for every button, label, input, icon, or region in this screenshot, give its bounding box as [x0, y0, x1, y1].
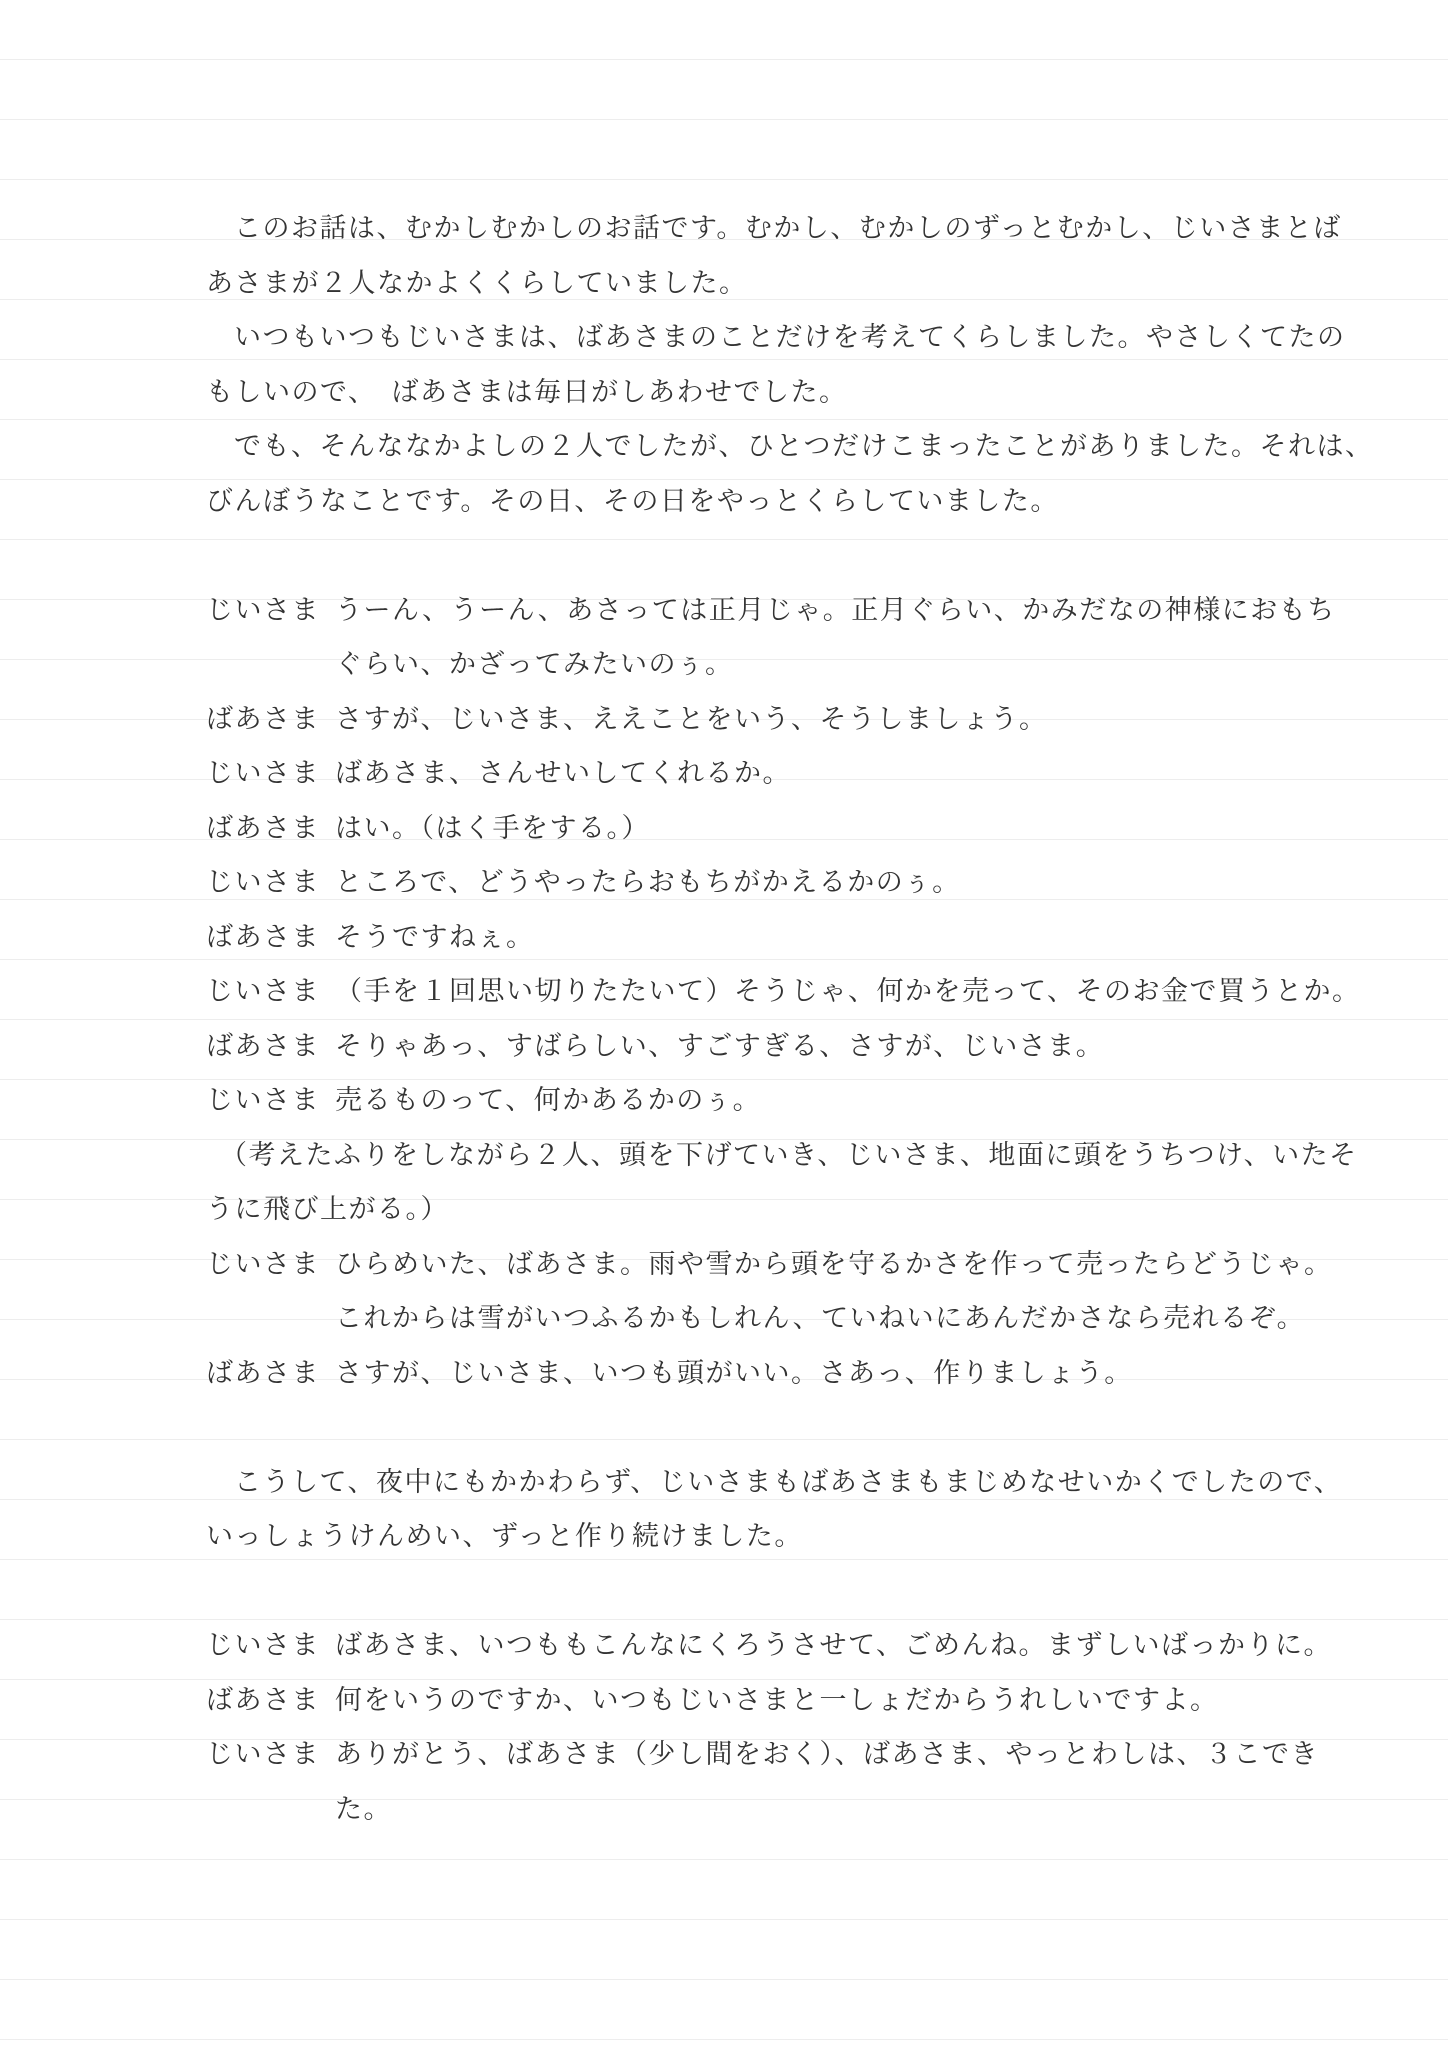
speaker-label: じいさま	[206, 867, 320, 898]
text-line: でも、そんななかよしの２人でしたが、ひとつだけこまったことがありました。それは、	[234, 431, 1374, 462]
text-line	[206, 1020, 1396, 1075]
text-line: あさまが２人なかよくくらしていました。	[206, 267, 748, 299]
text-line: もしいので、 ばあさまは毎日がしあわせでした。	[206, 376, 848, 408]
text-line	[206, 1619, 1396, 1674]
script-page	[206, 202, 1396, 1837]
dialogue-text: 何をいうのですか、いつもじいさまと一しょだからうれしいですよ。	[335, 1684, 1219, 1716]
dialogue-text: さすが、じいさま、ええことをいう、そうしましょう。	[335, 703, 1048, 735]
blank-line	[206, 1401, 1396, 1456]
dialogue-text: （手を１回思い切りたたいて）そうじゃ、何かを売って、そのお金で買うとか。	[335, 976, 1361, 1007]
text-line	[206, 584, 1396, 639]
text-line	[206, 1674, 1396, 1729]
dialogue-text: そうですねぇ。	[335, 921, 535, 953]
speaker-label: じいさま	[206, 758, 320, 789]
speaker-label: ばあさま	[206, 1684, 320, 1716]
text-line	[206, 1074, 1396, 1129]
speaker-label: じいさま	[206, 1630, 320, 1661]
dialogue-text: そりゃあっ、すばらしい、すごすぎる、さすが、じいさま。	[335, 1030, 1105, 1062]
text-line	[206, 965, 1396, 1020]
text-line	[206, 1347, 1396, 1402]
dialogue-text: はい。（はく手をする。）	[335, 812, 650, 844]
dialogue-continuation-line: ぐらい、かざってみたいのぅ。	[335, 649, 734, 680]
text-line	[206, 1238, 1396, 1293]
stage-direction-line: うに飛び上がる。）	[206, 1194, 449, 1225]
blank-line	[206, 1565, 1396, 1620]
dialogue-text: ばあさま、いつももこんなにくろうさせて、ごめんね。まずしいばっかりに。	[335, 1630, 1332, 1661]
text-line	[206, 693, 1396, 748]
speaker-label: じいさま	[206, 594, 320, 626]
dialogue-continuation-line: た。	[335, 1793, 392, 1825]
dialogue-text: ひらめいた、ばあさま。雨や雪から頭を守るかさを作って売ったらどうじゃ。	[335, 1248, 1333, 1280]
text-line	[206, 1728, 1396, 1783]
speaker-label: ばあさま	[206, 1030, 320, 1062]
speaker-label: じいさま	[206, 1085, 320, 1116]
text-line	[206, 802, 1396, 857]
text-line	[206, 747, 1396, 802]
text-line: いつもいつもじいさまは、ばあさまのことだけを考えてくらしました。やさしくてたの	[234, 322, 1346, 353]
dialogue-text: ばあさま、さんせいしてくれるか。	[335, 758, 791, 789]
speaker-label: ばあさま	[206, 921, 320, 953]
dialogue-continuation-line: これからは雪がいつふるかもしれん、ていねいにあんだかさなら売れるぞ。	[335, 1303, 1306, 1334]
speaker-label: ばあさま	[206, 703, 320, 735]
text-line: このお話は、むかしむかしのお話です。むかし、むかしのずっとむかし、じいさまとば	[234, 213, 1342, 244]
text-line	[206, 911, 1396, 966]
text-line	[206, 856, 1396, 911]
text-line: こうして、夜中にもかかわらず、じいさまもばあさまもまじめなせいかくでしたので、	[234, 1466, 1343, 1498]
dialogue-text: ところで、どうやったらおもちがかえるかのぅ。	[335, 867, 961, 898]
dialogue-text: さすが、じいさま、いつも頭がいい。さあっ、作りましょう。	[335, 1357, 1133, 1389]
dialogue-text: うーん、うーん、あさっては正月じゃ。正月ぐらい、かみだなの神様におもち	[335, 594, 1336, 626]
stage-direction-line: （考えたふりをしながら２人、頭を下げていき、じいさま、地面に頭をうちつけ、いたそ	[220, 1139, 1358, 1171]
speaker-label: じいさま	[206, 1739, 320, 1770]
dialogue-text: 売るものって、何かあるかのぅ。	[335, 1085, 762, 1116]
speaker-label: じいさま	[206, 1248, 320, 1280]
text-line: びんぼうなことです。その日、その日をやっとくらしていました。	[206, 485, 1059, 517]
dialogue-text: ありがとう、ばあさま（少し間をおく）、ばあさま、やっとわしは、３こでき	[335, 1739, 1319, 1770]
text-line: いっしょうけんめい、ずっと作り続けました。	[206, 1521, 803, 1552]
speaker-label: じいさま	[206, 976, 320, 1007]
speaker-label: ばあさま	[206, 1357, 320, 1389]
speaker-label: ばあさま	[206, 812, 320, 844]
blank-line	[206, 529, 1396, 584]
